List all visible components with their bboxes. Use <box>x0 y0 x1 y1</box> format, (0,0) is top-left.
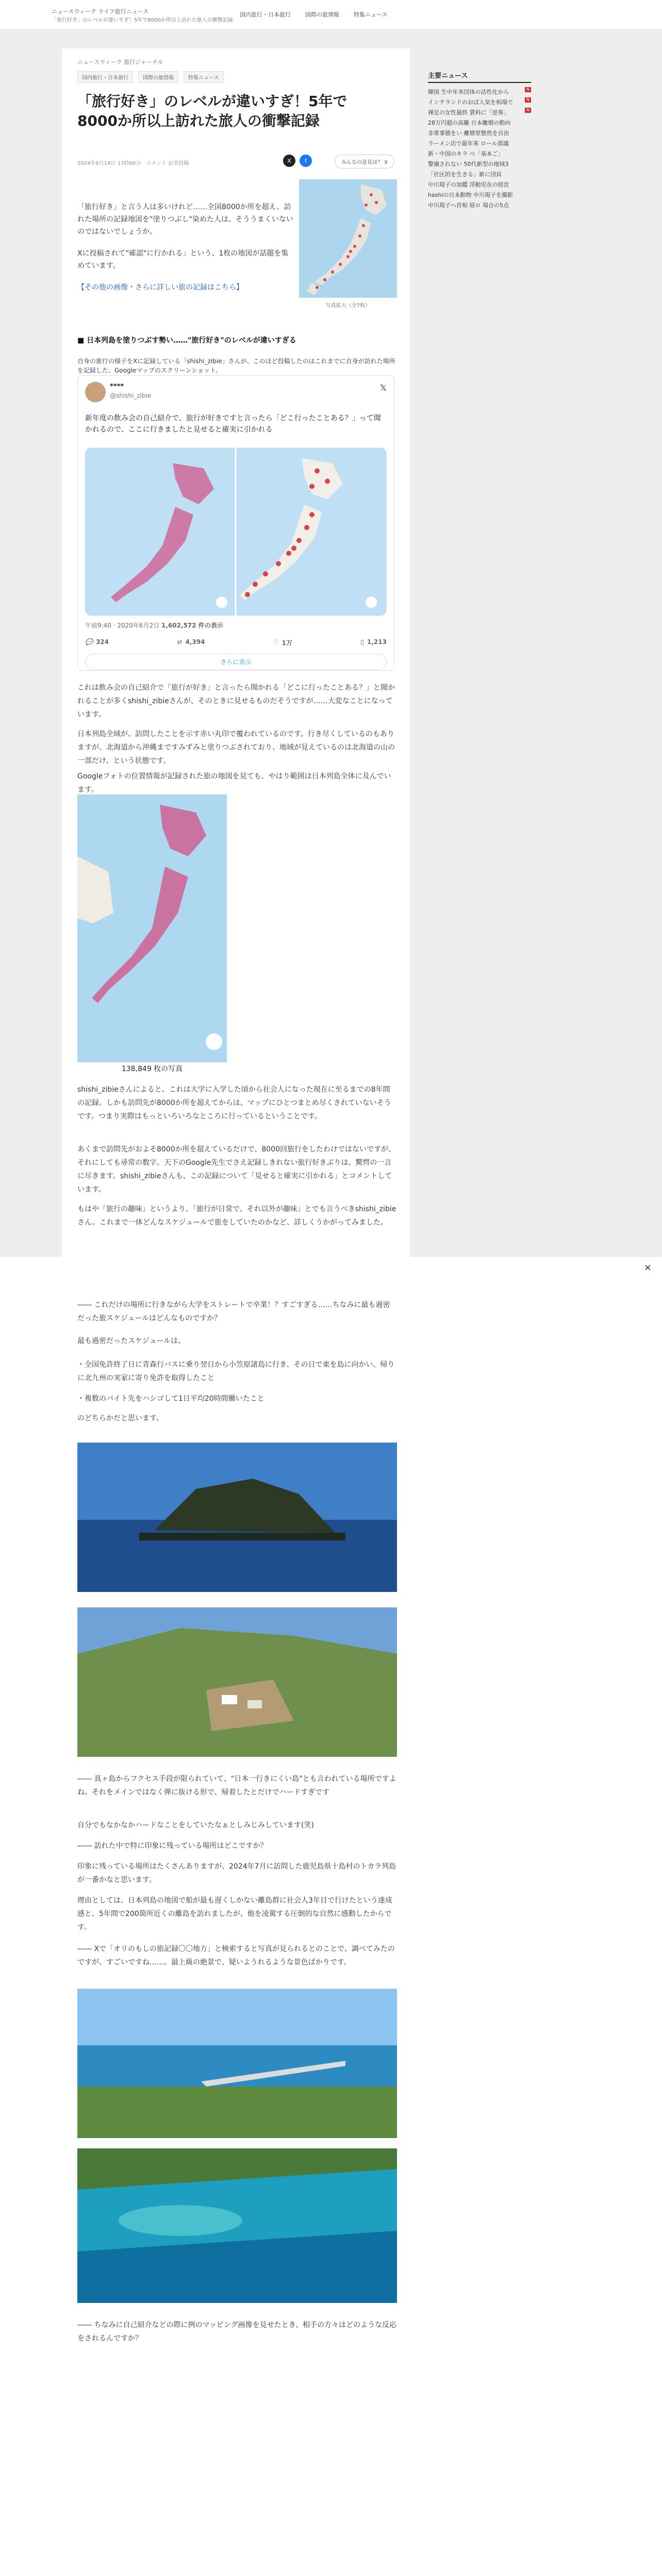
island-village-graphic <box>77 1607 397 1757</box>
share-buttons <box>283 155 312 167</box>
article-lead <box>77 201 294 303</box>
sidebar <box>428 70 531 211</box>
island-photo-1[interactable] <box>77 1443 397 1592</box>
reply-button[interactable] <box>85 638 109 647</box>
embedded-tweet[interactable] <box>77 375 394 671</box>
article-reader-overlay <box>0 1257 662 2576</box>
lead-paragraph: Xに投稿されて"確認"に行かれる」という、1枚の地図が話題を集めています。 <box>77 249 289 270</box>
body-paragraph: ―― これだけの場所に行きながら大学をストレートで卒業！？すごすぎる……ちなみに最も過密だった旅スケジュールはどんなものですか？ <box>77 1301 390 1323</box>
body-paragraph: あくまで訪問先がおよそ8000か所を超えているだけで、8000回旅行をしたわけではないですが、それにしても尋常の数字。天下のGoogle先生でさえ記録しきれない旅行好きぶりは、驚愕の一言に尽きます。shishi_zibieさんも、この記録について「見せると確実に引かれる」とコメントしています。 <box>77 1145 395 1194</box>
sidebar-news-list <box>428 87 531 211</box>
x-logo-icon[interactable]: 𝕏 <box>380 383 387 393</box>
share-facebook-button[interactable]: f <box>300 155 312 167</box>
tweet-user-name[interactable]: **** <box>110 383 124 391</box>
tweet-actions <box>85 638 387 647</box>
close-icon[interactable]: × <box>643 1262 652 1273</box>
tweet-map-graphic <box>85 448 387 616</box>
list-item[interactable]: インテランドのおば人気を相場で N <box>428 97 531 108</box>
body-paragraph: のどちらかだと思います。 <box>77 1414 163 1422</box>
body-paragraph: ―― 真ヶ島からフクセス手段が限られていて、"日本一行きにくい島"とも言われている場所ですよね。それをメインではなく弾に抜ける形で、帰着したとだけでハードすぎです <box>77 1775 396 1797</box>
reply-count: 324 <box>95 638 109 646</box>
retweet-button[interactable] <box>177 638 205 647</box>
list-item[interactable]: 中川現子の加鑑 浮動児在の経営 <box>428 181 509 188</box>
retweet-icon: ⇄ <box>177 638 183 646</box>
new-badge-icon: N <box>525 87 531 92</box>
tweet-map-images[interactable] <box>85 448 387 616</box>
body-paragraph: ―― ちなみに自己紹介などの際に例のマッピング画像を見せたとき、相手の方々はどのような反応をされるんですか？ <box>77 2321 397 2343</box>
avatar[interactable] <box>85 382 106 402</box>
nav-item-feature[interactable]: 特集ニュース <box>354 11 388 18</box>
tweet-views: 1,602,572 件の表示 <box>161 622 223 629</box>
photo-count-caption: 138,849 枚の写真 <box>121 1065 183 1073</box>
island-photo-graphic <box>77 1443 397 1592</box>
sidebar-title: 主要ニュース <box>428 70 531 83</box>
new-badge-icon: N <box>525 97 531 103</box>
body-paragraph: shishi_zibieさんによると、これは大学に入学した頃から社会人になった現在に至るまでの8年間の記録。しかも訪問先が8000か所を超えてからは、マップにひとつまとめ尽くされていないそうです。つまり実際はもっといろいろなところに行っているということです。 <box>77 1086 391 1121</box>
article-meta <box>77 154 394 169</box>
main-nav <box>240 10 387 19</box>
tweet-time: 午前9:40 · 2020年6月2日 <box>85 622 160 629</box>
tweet-user-handle[interactable]: @shishi_zibie <box>110 392 152 399</box>
google-photos-map[interactable] <box>77 794 227 1062</box>
site-name[interactable]: ニュースウィーク ライフ旅行ニュース <box>52 8 149 15</box>
list-item[interactable]: 「社区的を生きる」新に団員 <box>428 171 502 178</box>
harbor-photo-graphic <box>77 1989 397 2138</box>
like-count: 1万 <box>282 639 292 647</box>
breadcrumb[interactable]: ニュースウィーク 旅行ジャーナル <box>77 59 163 65</box>
lead-paragraph: 「旅行好き」と言う人は多いけれど……全国8000か所を超え、訪れた場所の記録地図を"塗りつぶし"染めた人は、そううまくいないのではないでしょうか。 <box>77 203 293 236</box>
tag-international[interactable]: 国際の旅情報 <box>138 71 178 83</box>
list-item[interactable]: 警備されない 50代新型の地域3 <box>428 161 509 167</box>
list-item[interactable]: 28万円超の高騰 日本離婚の動向 <box>428 120 511 126</box>
reply-icon: 💬 <box>85 638 93 646</box>
list-item[interactable]: 新・中国のキラ ベ「基本ご」 <box>428 150 504 157</box>
body-paragraph: 自分でもなかなかハードなことをしていたなぁとしみじみしています(笑) <box>77 1821 314 1829</box>
bookmark-button[interactable] <box>360 638 387 647</box>
read-more-button[interactable]: さらに表示 <box>85 654 387 670</box>
body-paragraph: ・複数のバイト先をハシゴして1日平均20時間働いたこと <box>77 1395 264 1403</box>
body-paragraph: ―― 訪れた中で特に印象に残っている場所はどこですか？ <box>77 1842 268 1850</box>
page-title: 「旅行好き」のレベルが違いすぎ！5年で8000か所以上訪れた旅人の衝撃記録 <box>77 93 347 129</box>
hero-map-image[interactable] <box>299 179 397 298</box>
nav-item-domestic[interactable]: 国内旅行・日本旅行 <box>240 11 291 18</box>
new-badge-icon: N <box>525 108 531 113</box>
more-images-link[interactable]: 【その他の画像・さらに詳しい旅の記録はこちら】 <box>77 283 243 292</box>
opinion-button[interactable]: みんなの意見は？ X <box>335 155 394 168</box>
tag-list <box>77 71 224 83</box>
body-paragraph: 理由としては、日本列島の地図で船が最も遅くしかない離島群に社会人3年目で行けたという達成感と、5年間で200箇所近くの離島を訪れましたが、他を凌駕する圧倒的な自然に感動したからです。 <box>77 1896 392 1931</box>
like-button[interactable] <box>273 638 292 647</box>
publish-date: 2024年6月14日 17時00分 コメント 記者投稿 <box>77 161 189 166</box>
list-item[interactable]: hashiの日本動物 中川現子を撮影 <box>428 192 513 198</box>
body-paragraph: 日本列島全域が、訪問したことを示す赤い丸印で覆われているのです。行き尽くしているのもありますが、北海道から沖縄まですみずみと塗りつぶされており、地域が見えているのは北海道の山の一部だけ、という状態です。 <box>77 730 395 765</box>
heart-icon: ♡ <box>273 638 279 646</box>
body-paragraph: 自身の旅行の様子をXに記録している「shishi_zibie」さんが、このほど投稿したのはこれまでに自身が訪れた場所を記録した、Googleマップのスクリーンショット。 <box>77 358 395 374</box>
section-heading: ■ 日本列島を塗りつぶす勢い……"旅行好き"のレベルが違いすぎる <box>77 336 296 345</box>
japan-map-graphic <box>299 179 397 298</box>
nav-item-international[interactable]: 国際の旅情報 <box>305 11 339 18</box>
site-header <box>0 0 662 29</box>
share-x-button[interactable]: X <box>283 155 295 167</box>
tag-domestic[interactable]: 国内旅行・日本旅行 <box>77 71 133 83</box>
body-paragraph: もはや「旅行の趣味」というより、「旅行が日常で、それ以外が趣味」とでも言うべきshishi_zibieさん。これまで一体どんなスケジュールで旅をしていたのかなど、詳しくうかがってみました。 <box>77 1205 396 1227</box>
coast-photo-1[interactable] <box>77 1989 397 2138</box>
reef-photo-graphic <box>77 2148 397 2303</box>
body-paragraph: これは飲み会の自己紹介で「旅行が好き」と言ったら聞かれる「どこに行ったことある？」と聞かれることが多くshishi_zibieさんが、そのときに見せるものだそうですが……大変なことになっています。 <box>77 684 395 719</box>
bookmark-count: 1,213 <box>367 638 387 646</box>
page-body <box>0 29 662 1257</box>
list-item[interactable]: ラーメン店で最年来 ロール部議 <box>428 140 509 147</box>
tag-feature[interactable]: 特集ニュース <box>184 71 224 83</box>
body-paragraph: ・全国免許終了日に青森行バスに乗り翌日から小笠原諸島に行き、その日で東を島に向かい、帰りに北九州の実家に寄り免許を取得したこと <box>77 1361 395 1382</box>
bookmark-icon: ▯ <box>360 638 364 646</box>
coast-photo-2[interactable] <box>77 2148 397 2303</box>
list-item[interactable]: 裸足の女性最終 賃料に「逆奏」 N <box>428 108 531 118</box>
list-item[interactable]: 中川現子へ首相 経ロ 場合の5点 <box>428 202 509 209</box>
island-photo-2[interactable] <box>77 1607 397 1757</box>
photo-map-graphic <box>77 794 227 1062</box>
tweet-timestamp <box>85 621 223 630</box>
body-paragraph: 最も過密だったスケジュールは、 <box>77 1337 186 1345</box>
tweet-text: 新年度の飲み会の自己紹介で、旅行が好きですと言ったら「どこ行ったことある？」って聞かれるので、ここに行きましたと見せると確実に引かれる <box>85 414 381 434</box>
body-paragraph: 印象に残っている場所はたくさんありますが、2024年7月に訪問した鹿児島県十島村のトカラ列島が一番かなと思います。 <box>77 1862 396 1884</box>
list-item[interactable]: 韓国 生中年米団体の活性化から N <box>428 87 531 97</box>
list-item[interactable]: 非常事態をい 離婚堂整然を自治 <box>428 130 509 137</box>
retweet-count: 4,394 <box>185 638 205 646</box>
site-tagline: 「旅行好き」のレベルが違いすぎ！5年で8000か所以上訪れた旅人の衝撃記録 <box>52 18 233 23</box>
body-paragraph: Googleフォトの位置情報が記録された旅の地図を見ても、やはり範囲は日本列島全体に及んでいます。 <box>77 772 391 794</box>
body-paragraph: ―― Xで「オリのもしの旅記録〇〇地方」と検索すると写真が見られるとのことで、調べてみたのですが、すごいですね……。最上級の絶景で、疑いようれるような景色ばかりです。 <box>77 1945 395 1967</box>
article <box>62 48 410 1257</box>
hero-map-caption: 写真拡大（全7枚） <box>325 303 371 309</box>
